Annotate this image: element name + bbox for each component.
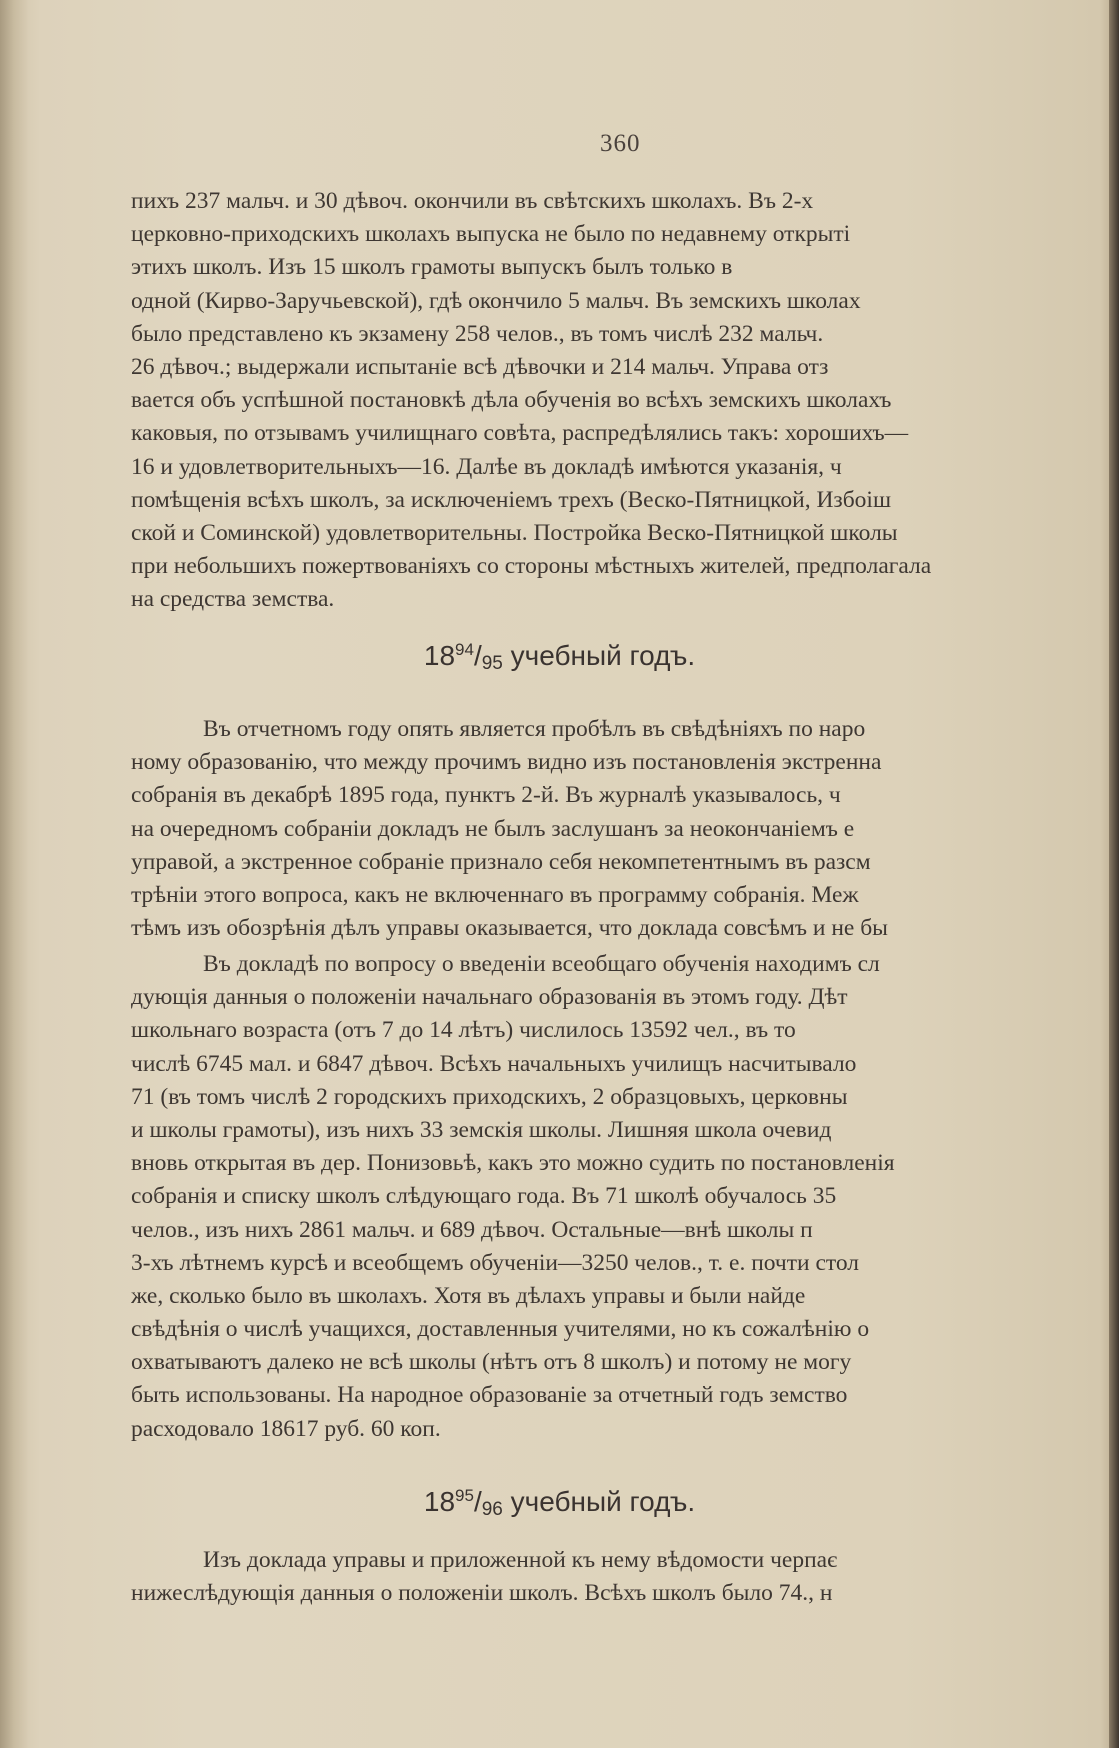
text-line: охватываютъ далеко не всѣ школы (нѣтъ отъ 8 школъ) и потому не могу xyxy=(131,1349,852,1376)
text-line: трѣніи этого вопроса, какъ не включеннаго въ программу собранія. Меж xyxy=(131,881,859,908)
text-line: школьнаго возраста (отъ 7 до 14 лѣтъ) числилось 13592 чел., въ то xyxy=(131,1017,796,1044)
text-line: церковно-приходскихъ школахъ выпуска не было по недавнему открыті xyxy=(131,221,851,248)
text-line: нижеслѣдующія данныя о положеніи школъ. Всѣхъ школъ было 74., н xyxy=(131,1580,833,1607)
paragraph-1 xyxy=(131,185,1111,616)
text-line: дующія данныя о положеніи начальнаго образованія въ этомъ году. Дѣт xyxy=(131,984,848,1011)
text-line: Въ докладѣ по вопросу о введеніи всеобщаго обученія находимъ сл xyxy=(203,951,880,977)
text-line: быть использованы. На народное образованіе за отчетный годъ земство xyxy=(131,1382,848,1409)
text-line: Изъ доклада управы и приложенной къ нему вѣдомости черпає xyxy=(203,1547,838,1573)
page-number: 360 xyxy=(600,130,641,157)
text-line: собранія и списку школъ слѣдующаго года. Въ 71 школѣ обучалось 35 xyxy=(131,1183,837,1210)
text-line: было представлено къ экзамену 258 челов., въ томъ числѣ 232 мальч. xyxy=(131,320,824,347)
text-line: 16 и удовлетворительныхъ—16. Далѣе въ докладѣ имѣются указанія, ч xyxy=(131,453,842,480)
text-line: тѣмъ изъ обозрѣнія дѣлъ управы оказывается, что доклада совсѣмъ и не бы xyxy=(131,915,888,942)
heading-year: 18 xyxy=(423,1486,456,1517)
text-line: вается объ успѣшной постановкѣ дѣла обученія во всѣхъ земскихъ школахъ xyxy=(131,387,892,414)
text-line: числѣ 6745 мал. и 6847 дѣвоч. Всѣхъ начальныхъ училищъ насчитывало xyxy=(131,1050,857,1077)
heading-year-sup: 95 xyxy=(455,1486,474,1505)
text-line: 26 дѣвоч.; выдержали испытаніе всѣ дѣвочки и 214 мальч. Управа отз xyxy=(131,353,829,380)
text-line: на средства земства. xyxy=(131,586,335,613)
paragraph-3 xyxy=(131,948,1111,1446)
text-line: же, сколько было въ школахъ. Хотя въ дѣлахъ управы и были найде xyxy=(131,1282,806,1309)
text-line: на очередномъ собраніи докладъ не былъ заслушанъ за неокончаніемъ е xyxy=(131,815,855,842)
text-line: свѣдѣнія о числѣ учащихся, доставленныя учителями, но къ сожалѣнію о xyxy=(131,1316,870,1343)
paragraph-2 xyxy=(131,713,1111,945)
heading-text: учебный годъ. xyxy=(502,1486,696,1517)
heading-year-sup: 94 xyxy=(455,640,474,659)
heading-year-sub: 96 xyxy=(481,1499,503,1520)
text-line: одной (Кирво-Заручьевской), гдѣ окончило 5 мальч. Въ земскихъ школах xyxy=(131,287,861,314)
text-line: пихъ 237 мальч. и 30 дѣвоч. окончили въ свѣтскихъ школахъ. Въ 2-х xyxy=(131,188,814,214)
text-line: управой, а экстренное собраніе признало себя некомпетентнымъ въ разсм xyxy=(131,848,871,875)
section-heading-1895-96: $18^{95}/_{96}$ учебный годъ. xyxy=(423,1486,696,1520)
text-line: челов., изъ нихъ 2861 мальч. и 689 дѣвоч. Остальные—внѣ школы п xyxy=(131,1216,813,1243)
text-line: вновь открытая въ дер. Понизовьѣ, какъ это можно судить по постановленія xyxy=(131,1150,895,1177)
section-heading-1894-95: $18^{94}/_{95}$ учебный годъ. xyxy=(423,640,696,674)
text-line: ской и Соминской) удовлетворительны. Постройка Веско-Пятницкой школы xyxy=(131,519,898,546)
text-line: расходовало 18617 руб. 60 коп. xyxy=(131,1415,441,1442)
text-line: при небольшихъ пожертвованіяхъ со стороны мѣстныхъ жителей, предполагала xyxy=(131,553,932,580)
text-line: ному образованію, что между прочимъ видно изъ постановленія экстренна xyxy=(131,749,882,776)
text-line: и школы грамоты), изъ нихъ 33 земскія школы. Лишняя школа очевид xyxy=(131,1116,832,1143)
text-line: этихъ школъ. Изъ 15 школъ грамоты выпускъ былъ только в xyxy=(131,254,733,281)
text-line: каковыя, по отзывамъ училищнаго совѣта, распредѣлялись такъ: хорошихъ— xyxy=(131,420,909,447)
heading-year: 18 xyxy=(423,640,456,671)
text-line: 71 (въ томъ числѣ 2 городскихъ приходскихъ, 2 образцовыхъ, церковны xyxy=(131,1083,848,1110)
heading-year-sub: 95 xyxy=(481,653,503,674)
text-line: помѣщенія всѣхъ школъ, за исключеніемъ трехъ (Веско-Пятницкой, Избоіш xyxy=(131,486,892,513)
text-line: 3-хъ лѣтнемъ курсѣ и всеобщемъ обученіи—3250 челов., т. е. почти стол xyxy=(131,1249,860,1276)
text-line: собранія въ декабрѣ 1895 года, пунктъ 2-й. Въ журналѣ указывалось, ч xyxy=(131,782,841,809)
heading-text: учебный годъ. xyxy=(502,640,696,671)
text-line: Въ отчетномъ году опять является пробѣлъ въ свѣдѣніяхъ по наро xyxy=(203,716,866,742)
paragraph-4 xyxy=(131,1544,1111,1610)
